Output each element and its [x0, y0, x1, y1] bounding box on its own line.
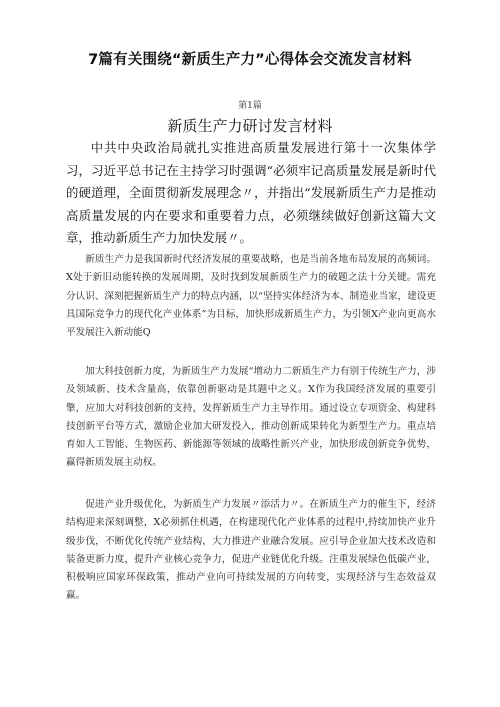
document-title: 7篇有关围绕“新质生产力”心得体会交流发言材料 [88, 52, 412, 68]
chapter-label: 第1篇 [238, 101, 262, 111]
body-paragraph-3: 促进产业升级优化，为新质生产力发展〃添活力〃。在新质生产力的催生下，经济结构迎来深刻调整，X必须抓住机遇，在构建现代化产业体系的过程中,持续加快产业升级步伐，不断优化传统产业结构，大力推进产业融合发展。应引导企业加大技术改造和装备更新力度，提升产业核心竞争力，促进产业链优化升级。注重发展绿色低碳产业，积极响应国家环保政策，推动产业向可持续发展的方向转变，实现经济与生态效益双赢。 [66, 499, 436, 602]
section-title: 新质生产力研讨发言材料 [167, 117, 333, 135]
lead-paragraph: 中共中央政治局就扎实推进高质量发展进行第十一次集体学习，习近平总书记在主持学习时强调“必须牢记高质量发展是新时代的硬道理，全面贯彻新发展理念〃，并指出“发展新质生产力是推动高质量发展的内在要求和重要着力点，必须继续做好创新这篇大文章，推动新质生产力加快发展〃。 [66, 140, 436, 246]
body-paragraph-1: 新质生产力是我国新时代经济发展的重要战略，也是当前各地布局发展的高频词。X处于新旧动能转换的发展周期，及时找到发展新质生产力的破题之法十分关键。需充分认识、深刻把握新质生产力的特点内涵，以“坚持实体经济为本、制造业当家，建设更具国际竞争力的现代化产业体系”为目标，加快形成新质生产力，为引领X产业向更高水平发展注入新动能Q [66, 254, 436, 339]
body-paragraph-2: 加大科技创新力度，为新质生产力发展“增动力二新质生产力有别于传统生产力，涉及领域新、技术含量高，依靠创新驱动是其题中之义。X作为我国经济发展的重要引擎，应加大对科技创新的支持，发挥新质生产力主导作用。通过设立专项资金、构建科技创新平台等方式，激励企业加大研发投入，推动创新成果转化为新型生产力。重点培育如人工智能、生物医药、新能源等领域的战略性新兴产业，加快形成创新竞争优势，赢得新质发展主动权。 [66, 366, 436, 469]
